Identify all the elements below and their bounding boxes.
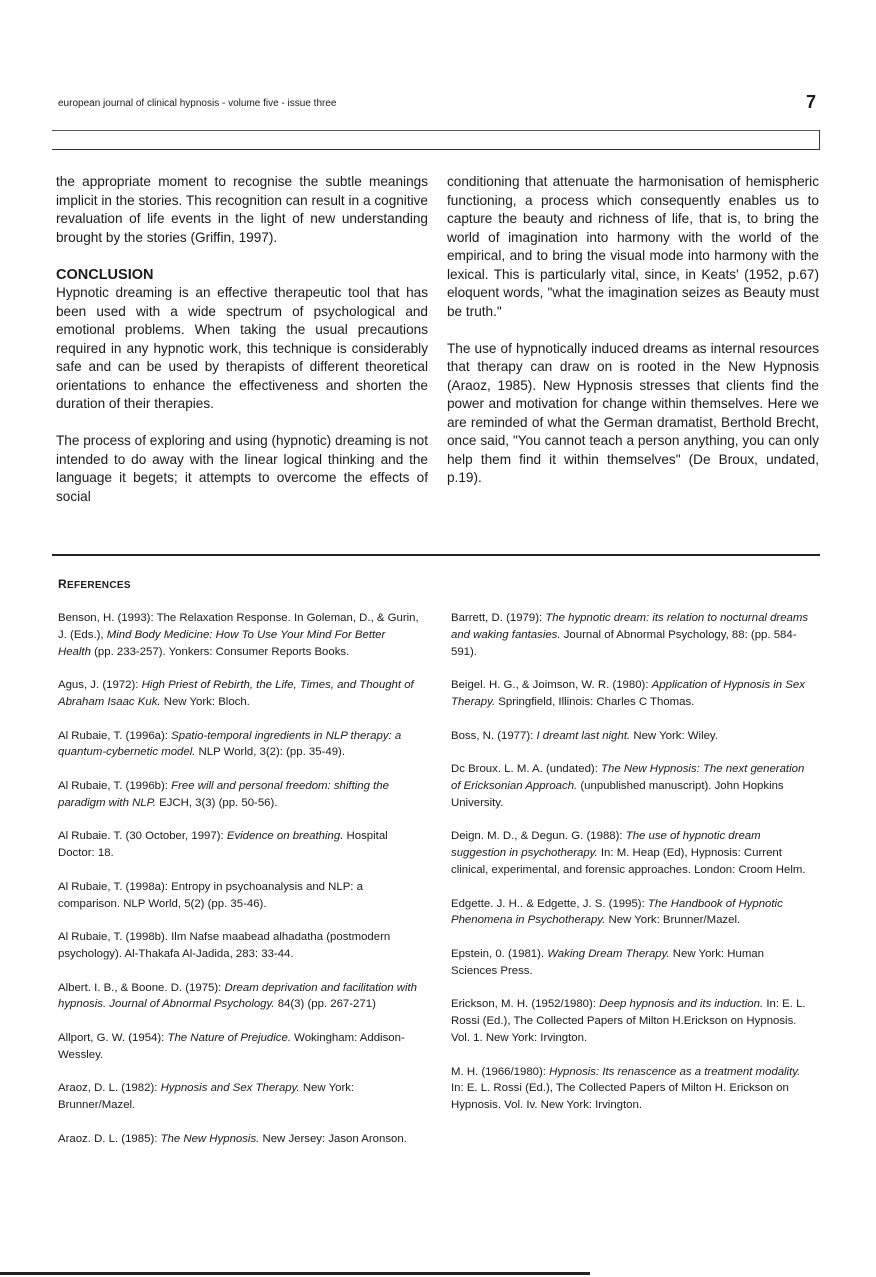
- body-paragraph: The process of exploring and using (hypnotic) dreaming is not intended to do away with the linear logical thinking and the language it begets; it attempts to overcome the effects of social: [56, 433, 428, 504]
- body-paragraph: conditioning that attenuate the harmonisation of hemispheric functioning, a process which consequently enables us to capture the beauty and richness of life, that is, to bring the world of imagination into harmony with the world of the empirical, and to bring the visual mode into harmony with the lexical. This is particularly vital, since, in Keats' (1952, p.67) eloquent words, "what the imagination seizes as Beauty must be truth.": [447, 174, 819, 319]
- reference-entry: Deign. M. D., & Degun. G. (1988): The use of hypnotic dream suggestion in psychotherapy. In: M. Heap (Ed), Hypnosis: Current clinical, experimental, and forensic approaches. London: Croom Helm.: [451, 830, 806, 876]
- references-rule: [52, 554, 820, 556]
- references-column-right: [451, 610, 813, 1131]
- body-column-right: [447, 173, 819, 488]
- body-paragraph: Hypnotic dreaming is an effective therapeutic tool that has been used with a wide spectrum of psychological and emotional problems. When taking the usual precautions required in any hypnotic work, this technique is considerably safe and can be used by therapists of different theoretical orientations to enhance the effectiveness and shorten the duration of their therapies.: [56, 285, 428, 411]
- body-paragraph: the appropriate moment to recognise the subtle meanings implicit in the stories. This recognition can result in a cognitive revaluation of life events in the light of new understanding brought by the stories (Griffin, 1997).: [56, 174, 428, 245]
- header-rule-bottom: [52, 149, 820, 150]
- reference-entry: M. H. (1966/1980): Hypnosis: Its renascence as a treatment modality. In: E. L. Rossi (Ed.), The Collected Papers of Milton H. Erickson on Hypnosis. Vol. Iv. New York: Irvington.: [451, 1065, 801, 1112]
- references-heading-rest: EFERENCES: [66, 580, 131, 591]
- reference-entry: Al Rubaie, T. (1998a): Entropy in psychoanalysis and NLP: a comparison. NLP World, 5(2) (pp. 35-46).: [58, 880, 363, 910]
- conclusion-heading: CONCLUSION: [56, 266, 154, 283]
- reference-entry: Araoz. D. L. (1985): The New Hypnosis. New Jersey: Jason Aronson.: [58, 1132, 407, 1145]
- reference-entry: Epstein, 0. (1981). Waking Dream Therapy. New York: Human Sciences Press.: [451, 947, 764, 977]
- reference-entry: Al Rubaie, T. (1996a): Spatio-temporal ingredients in NLP therapy: a quantum-cybernetic model. NLP World, 3(2): (pp. 35-49).: [58, 729, 402, 759]
- reference-entry: Araoz, D. L. (1982): Hypnosis and Sex Therapy. New York: Brunner/Mazel.: [58, 1082, 355, 1112]
- header-rule-right: [819, 130, 820, 149]
- reference-entry: Dc Broux. L. M. A. (undated): The New Hypnosis: The next generation of Ericksonian Approach. (unpublished manuscript). John Hopkins University.: [451, 763, 805, 809]
- body-paragraph: The use of hypnotically induced dreams as internal resources that therapy can draw on is rooted in the New Hypnosis (Araoz, 1985). New Hypnosis stresses that clients find the power and motivation for change within themselves. Here we are reminded of what the German dramatist, Berthold Brecht, once said, "You cannot teach a person anything, you can only help them find it within themselves" (De Broux, undated, p.19).: [447, 340, 819, 485]
- reference-entry: Agus, J. (1972): High Priest of Rebirth, the Life, Times, and Thought of Abraham Isaac Kuk. New York: Bloch.: [58, 679, 414, 708]
- reference-entry: Allport, G. W. (1954): The Nature of Prejudice. Wokingham: Addison-Wessley.: [58, 1031, 405, 1061]
- reference-entry: Al Rubaie, T. (1998b). Ilm Nafse maabead alhadatha (postmodern psychology). Al-Thakafa Al-Jadida, 283: 33-44.: [58, 931, 391, 960]
- references-heading-initial: R: [58, 577, 67, 591]
- body-column-left: [56, 173, 428, 506]
- reference-entry: Albert. I. B., & Boone. D. (1975): Dream deprivation and facilitation with hypnosis. Journal of Abnormal Psychology. 84(3) (pp. 267-271): [58, 981, 417, 1011]
- reference-entry: Boss, N. (1977): I dreamt last night. New York: Wiley.: [451, 729, 718, 742]
- reference-entry: Al Rubaie. T. (30 October, 1997): Evidence on breathing. Hospital Doctor: 18.: [58, 830, 388, 860]
- references-column-left: [58, 610, 420, 1164]
- reference-entry: Beigel. H. G., & Joimson, W. R. (1980): Application of Hypnosis in Sex Therapy. Springfield, Illinois: Charles C Thomas.: [451, 679, 805, 708]
- reference-entry: Barrett, D. (1979): The hypnotic dream: its relation to nocturnal dreams and waking fantasies. Journal of Abnormal Psychology, 88: (pp. 584-591).: [451, 612, 809, 658]
- header-rule-top: [52, 130, 820, 131]
- reference-entry: Erickson, M. H. (1952/1980): Deep hypnosis and its induction. In: E. L. Rossi (Ed.), The Collected Papers of Milton H.Erickson on Hypnosis. Vol. 1. New York: Irvington.: [451, 998, 806, 1044]
- journal-title: european journal of clinical hypnosis - volume five - issue three: [58, 98, 337, 109]
- reference-entry: Benson, H. (1993): The Relaxation Response. In Goleman, D., & Gurin, J. (Eds.), Mind Body Medicine: How To Use Your Mind For Better Health (pp. 233-257). Yonkers: Consumer Reports Books.: [58, 612, 419, 658]
- reference-entry: Al Rubaie, T. (1996b): Free will and personal freedom: shifting the paradigm with NLP. EJCH, 3(3) (pp. 50-56).: [58, 779, 389, 809]
- page-number: 7: [806, 92, 817, 112]
- references-heading: [58, 577, 131, 591]
- footer-rule: [0, 1272, 590, 1275]
- reference-entry: Edgette. J. H.. & Edgette, J. S. (1995): The Handbook of Hypnotic Phenomena in Psychotherapy. New York: Brunner/Mazel.: [451, 897, 783, 927]
